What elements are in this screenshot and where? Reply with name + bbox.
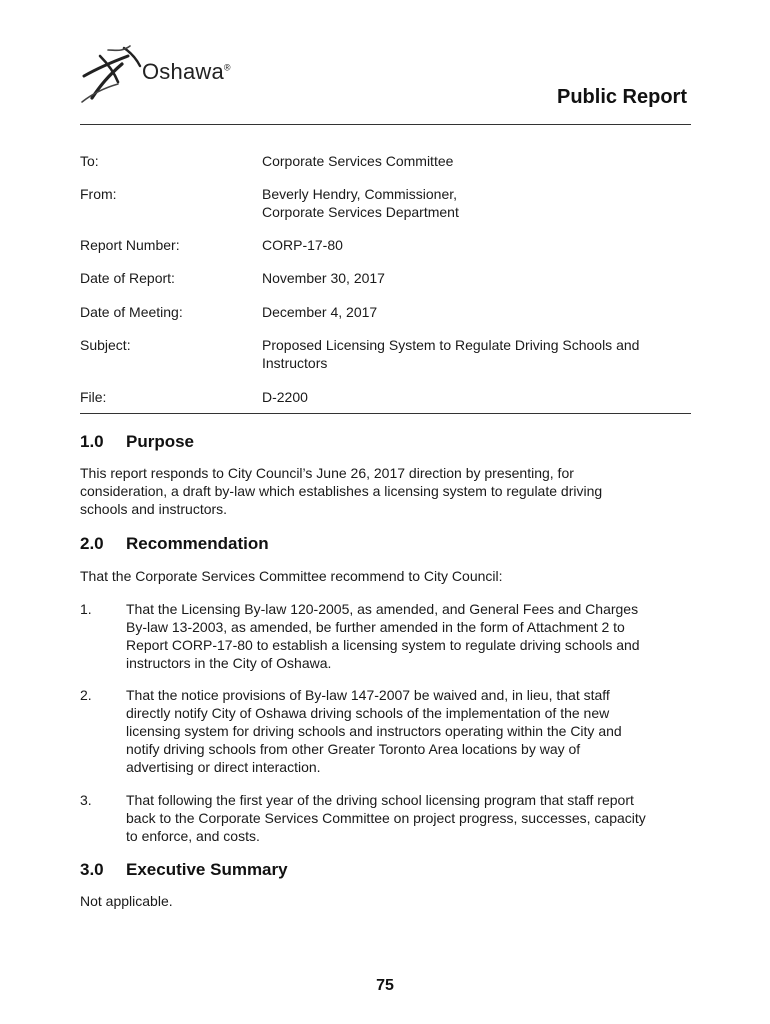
item-number: 1. <box>80 601 92 617</box>
meta-value: D-2200 <box>262 389 308 405</box>
meta-label: From: <box>80 186 117 202</box>
section-heading-recommendation: 2.0 Recommendation <box>80 534 269 553</box>
meta-value: December 4, 2017 <box>262 304 378 320</box>
meta-label: File: <box>80 389 107 405</box>
recommendation-intro: That the Corporate Services Committee recommend to City Council: <box>80 568 503 584</box>
meta-label: Report Number: <box>80 237 180 253</box>
oshawa-logo <box>78 42 248 106</box>
logo-wordmark: Oshawa <box>142 59 224 84</box>
meta-divider <box>80 413 691 414</box>
meta-value: November 30, 2017 <box>262 270 385 286</box>
header-divider <box>80 124 691 125</box>
meta-label: To: <box>80 153 99 169</box>
report-type-title: Public Report <box>556 86 687 108</box>
page-number: 75 <box>376 977 394 994</box>
item-number: 3. <box>80 792 92 808</box>
registered-mark: ® <box>223 62 231 73</box>
item-number: 2. <box>80 687 92 703</box>
meta-label: Date of Meeting: <box>80 304 183 320</box>
meta-value: Beverly Hendry, Commissioner, Corporate Services Department <box>262 186 459 220</box>
meta-value: Corporate Services Committee <box>262 153 454 169</box>
meta-label: Date of Report: <box>80 270 175 286</box>
purpose-paragraph: This report responds to City Council’s June 26, 2017 direction by presenting, for consideration, a draft by-law which establishes a licensing system to regulate driving schools and instructors. <box>80 465 603 517</box>
meta-label: Subject: <box>80 337 131 353</box>
item-text: That following the first year of the driving school licensing program that staff report back to the Corporate Services Committee on project progress, successes, capacity to enforce, and costs. <box>126 792 646 844</box>
section-heading-purpose: 1.0 Purpose <box>80 432 195 451</box>
meta-value: Proposed Licensing System to Regulate Driving Schools and Instructors <box>262 337 640 371</box>
item-text: That the Licensing By-law 120-2005, as amended, and General Fees and Charges By-law 13-2003, as amended, be further amended in the form of Attachment 2 to Report CORP-17-80 to establish a licensing system to regulate driving schools and instructors in the City of Oshawa. <box>126 601 640 671</box>
executive-summary-text: Not applicable. <box>80 893 173 909</box>
oshawa-swoosh-icon <box>78 42 148 106</box>
meta-value: CORP-17-80 <box>262 237 343 253</box>
section-heading-executive-summary: 3.0 Executive Summary <box>80 860 288 879</box>
item-text: That the notice provisions of By-law 147-2007 be waived and, in lieu, that staff directly notify City of Oshawa driving schools of the implementation of the new licensing system for driving schools and instructors operating within the City and notify driving schools from other Greater Toronto Area locations by way of advertising or direct interaction. <box>126 687 622 775</box>
